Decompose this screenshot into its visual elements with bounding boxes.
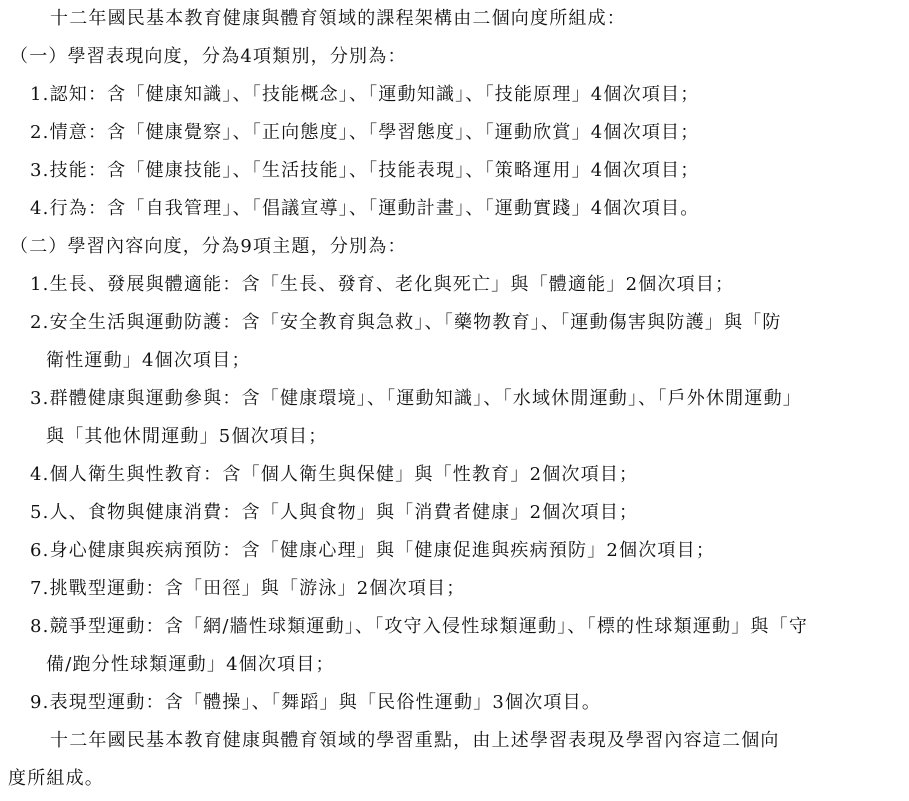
list-item: 3.技能：含「健康技能」、「生活技能」、「技能表現」、「策略運用」4個次項目；: [30, 160, 700, 181]
closing-paragraph: 十二年國民基本教育健康與體育領域的學習重點，由上述學習表現及學習內容這二個向: [50, 730, 780, 751]
list-item-continuation: 衛性運動」4個次項目；: [46, 350, 251, 371]
list-item: 1.認知：含「健康知識」、「技能概念」、「運動知識」、「技能原理」4個次項目；: [30, 84, 700, 105]
list-item: 3.群體健康與運動參與：含「健康環境」、「運動知識」、「水域休閒運動」、「戶外休閒運動」: [30, 388, 802, 409]
section1-heading: （一）學習表現向度，分為4項類別，分別為：: [10, 46, 407, 67]
section2-heading: （二）學習內容向度，分為9項主題，分別為：: [10, 236, 407, 257]
list-item-continuation: 與「其他休閒運動」5個次項目；: [46, 426, 328, 447]
list-item: 2.安全生活與運動防護：含「安全教育與急救」、「藥物教育」、「運動傷害與防護」與「防: [30, 312, 782, 333]
list-item: 9.表現型運動：含「體操」、「舞蹈」與「民俗性運動」3個次項目。: [30, 692, 602, 713]
list-item: 8.競爭型運動：含「網/牆性球類運動」、「攻守入侵性球類運動」、「標的性球類運動」與「守: [30, 616, 809, 637]
list-item: 6.身心健康與疾病預防：含「健康心理」與「健康促進與疾病預防」2個次項目；: [30, 540, 716, 561]
list-item: 4.行為：含「自我管理」、「倡議宣導」、「運動計畫」、「運動實踐」4個次項目。: [30, 198, 700, 219]
intro-paragraph: 十二年國民基本教育健康與體育領域的課程架構由二個向度所組成：: [50, 8, 626, 29]
list-item: 2.情意：含「健康覺察」、「正向態度」、「學習態度」、「運動欣賞」4個次項目；: [30, 122, 700, 143]
list-item: 1.生長、發展與體適能：含「生長、發育、老化與死亡」與「體適能」2個次項目；: [30, 274, 735, 295]
list-item: 7.挑戰型運動：含「田徑」與「游泳」2個次項目；: [30, 578, 466, 599]
closing-paragraph-continuation: 度所組成。: [8, 768, 104, 789]
list-item: 5.人、食物與健康消費：含「人與食物」與「消費者健康」2個次項目；: [30, 502, 639, 523]
list-item: 4.個人衛生與性教育：含「個人衛生與保健」與「性教育」2個次項目；: [30, 464, 639, 485]
list-item-continuation: 備/跑分性球類運動」4個次項目；: [46, 654, 335, 675]
